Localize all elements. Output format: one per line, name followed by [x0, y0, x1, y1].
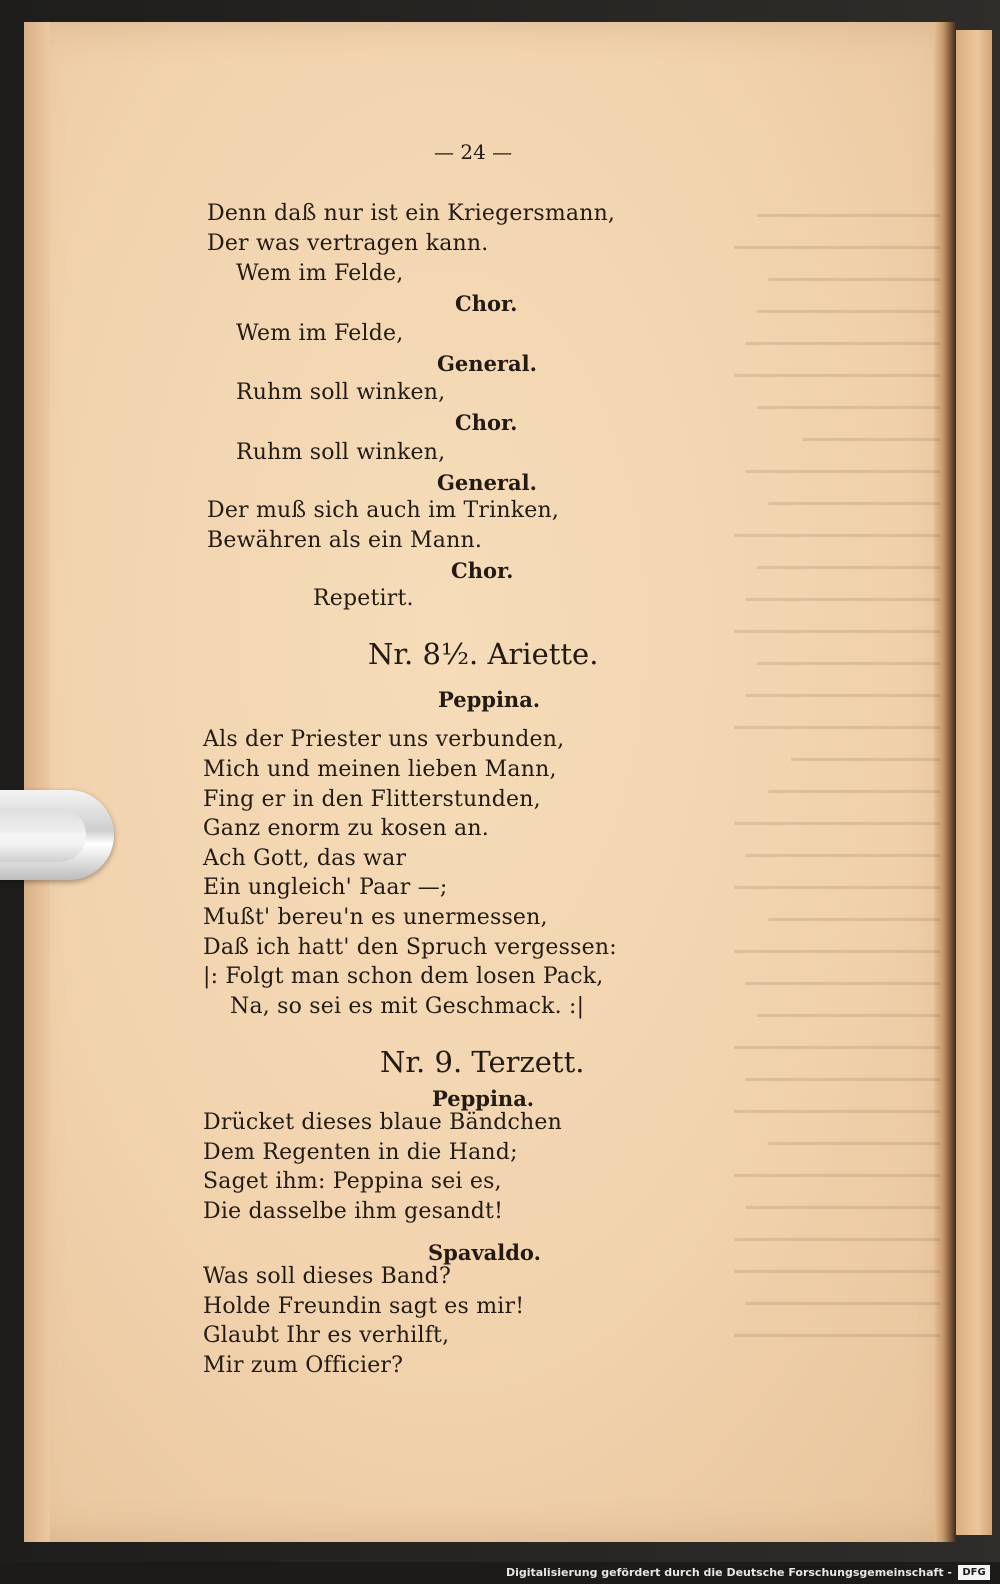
verse-line: Der muß sich auch im Trinken, — [207, 498, 560, 523]
verse-line: Der was vertragen kann. — [207, 231, 489, 256]
verse-line: Was soll dieses Band? — [203, 1264, 451, 1289]
verse-line: Bewähren als ein Mann. — [207, 528, 483, 553]
verse-line: Fing er in den Flitterstunden, — [203, 787, 541, 812]
verse-line: Mich und meinen lieben Mann, — [203, 757, 557, 782]
verse-line: Na, so sei es mit Geschmack. :| — [230, 994, 585, 1019]
page-number: — 24 — — [434, 140, 513, 164]
verse-line: |: Folgt man schon dem losen Pack, — [203, 964, 604, 989]
verse-line: Ruhm soll winken, — [236, 380, 446, 405]
verse-line: Glaubt Ihr es verhilft, — [203, 1323, 450, 1348]
speaker-label: Chor. — [455, 410, 518, 435]
speaker-label: Chor. — [455, 291, 518, 316]
verse-line: Ach Gott, das war — [203, 846, 407, 871]
verse-line: Saget ihm: Peppina sei es, — [203, 1169, 502, 1194]
speaker-label: General. — [437, 351, 537, 376]
verse-line: Wem im Felde, — [236, 321, 404, 346]
verse-line: Wem im Felde, — [236, 261, 404, 286]
speaker-label: General. — [437, 470, 537, 495]
number-heading: Nr. 9. Terzett. — [380, 1045, 585, 1079]
digitization-credit: Digitalisierung gefördert durch die Deutsche Forschungsgemeinschaft - — [505, 1566, 952, 1579]
verse-line: Drücket dieses blaue Bändchen — [203, 1110, 562, 1135]
verse-line: Ruhm soll winken, — [236, 440, 446, 465]
speaker-label: Peppina. — [432, 1086, 535, 1111]
verse-line: Mußt' bereu'n es unermessen, — [203, 905, 548, 930]
verse-line: Dem Regenten in die Hand; — [203, 1140, 518, 1165]
verse-line: Denn daß nur ist ein Kriegersmann, — [207, 201, 616, 226]
stage-direction: Repetirt. — [313, 586, 414, 611]
dfg-logo: DFG — [958, 1565, 990, 1580]
verse-line: Als der Priester uns verbunden, — [203, 727, 565, 752]
show-through-text: ━━━━━━━━━━━━━━━━ ━━━━━━━━━━━━━━━━━━ ━━━━━━━━━━━━━━━ ━━━━━━━━━━━━━━━━ ━━━━━━━━━━━━━━━━━ ━━━━━━━━━━━━━━━━━━ ━━━━━━━━━━━━━━━━ ━━━━━━━━━━━━ ━━━━━━━━━━━━━━━━━ ━━━━━━━━━━━━━━━ ━━━━━━━━━━━━━━━━━━ ━━━━━━━━━━━━━━━━ ━━━━━━━━━━━━━━━━━ ━━━━━━━━━━━━━━━━━━ ━━━━━━━━━━━━━━━━ ━━━━━━━━━━━━━━━━━ ━━━━━━━━━━━━━━━━━━ ━━━━━━━━━━━━━ ━━━━━━━━━━━━━━━ ━━━━━━━━━━━━━━━━━━ ━━━━━━━━━━━━━━━━━ ━━━━━━━━━━━━━━━━━━ ━━━━━━━━━━━━━━━ ━━━━━━━━━━━━━━━━━━ ━━━━━━━━━━━━━━━━━ ━━━━━━━━━━━━━━━━ ━━━━━━━━━━━━━━━━━━ ━━━━━━━━━━━━━━━━━ ━━━━━━━━━━━━━━━━━━ ━━━━━━━━━━━━━━━ ━━━━━━━━━━━━━━━━━━ ━━━━━━━━━━━━━━━━━ ━━━━━━━━━━━━━━━━━━ ━━━━━━━━━━━━━━━━━━ ━━━━━━━━━━━━━━━━━ ━━━━━━━━━━━━━━━━━━ — [734, 205, 940, 1347]
verse-line: Daß ich hatt' den Spruch vergessen: — [203, 935, 617, 960]
speaker-label: Chor. — [451, 558, 514, 583]
number-heading: Nr. 8½. Ariette. — [368, 637, 599, 671]
speaker-label: Spavaldo. — [428, 1240, 541, 1265]
verse-line: Ganz enorm zu kosen an. — [203, 816, 489, 841]
verse-line: Holde Freundin sagt es mir! — [203, 1294, 525, 1319]
verse-line: Ein ungleich' Paar —; — [203, 875, 448, 900]
verse-line: Mir zum Officier? — [203, 1353, 404, 1378]
speaker-label: Peppina. — [438, 687, 541, 712]
verse-line: Die dasselbe ihm gesandt! — [203, 1199, 504, 1224]
